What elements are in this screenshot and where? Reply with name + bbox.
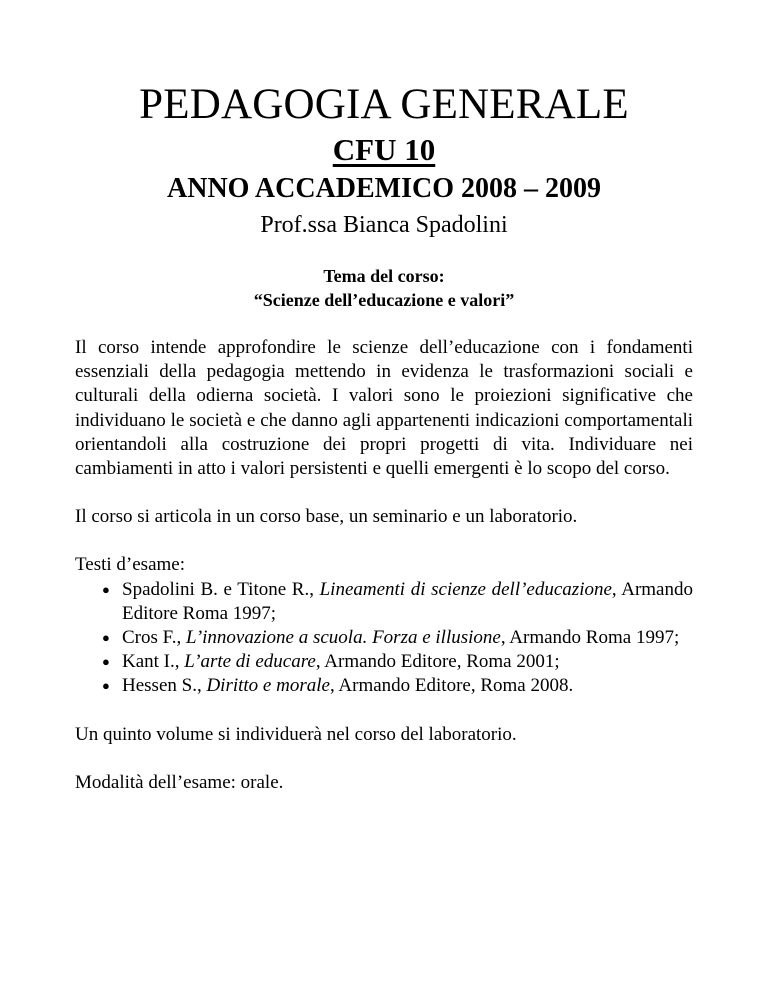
book-publisher: , Armando Roma 1997;: [500, 627, 680, 649]
professor-name: Prof.ssa Bianca Spadolini: [260, 212, 508, 238]
book-publisher: , Armando Editore, Roma 2001;: [315, 651, 560, 673]
book-author: Spadolini B. e Titone R.,: [122, 578, 320, 600]
book-title: Diritto e morale: [206, 675, 330, 697]
academic-year: ANNO ACCADEMICO 2008 – 2009: [167, 173, 601, 204]
bullet-icon: ●: [102, 678, 110, 694]
book-author: Cros F.,: [122, 627, 186, 649]
course-theme: [75, 264, 693, 312]
book-title: L’innovazione a scuola. Forza e illusione: [185, 627, 501, 649]
theme-label: Tema del corso:: [323, 266, 445, 286]
list-item: [75, 650, 693, 674]
list-item: [75, 674, 693, 698]
course-title: PEDAGOGIA GENERALE: [139, 81, 629, 128]
exam-mode: Modalità dell’esame: orale.: [75, 771, 284, 793]
exam-texts-heading: Testi d’esame:: [75, 554, 185, 576]
book-title: Lineamenti di scienze dell’educazione: [319, 578, 612, 600]
book-publisher: , Armando Editore Roma 1997;: [122, 578, 693, 624]
structure-paragraph: Il corso si articola in un corso base, un seminario e un laboratorio.: [75, 506, 578, 528]
intro-paragraph: Il corso intende approfondire le scienze dell’educazione con i fondamenti essenziali della pedagogia mettendo in evidenza le trasformazioni sociali e culturali della odierna società. I valori sono le proiezioni significative che individuano le società e che danno agli appartenenti indicazioni comportamentali orientandoli alla costruzione dei propri progetti di vita. Individuare nei cambiamenti in atto i valori persistenti e quelli emergenti è lo scopo del corso.: [75, 337, 693, 480]
fifth-volume-note: Un quinto volume si individuerà nel corso del laboratorio.: [75, 723, 517, 745]
book-author: Hessen S.,: [122, 675, 207, 697]
list-item: [75, 626, 693, 650]
theme-title: “Scienze dell’educazione e valori”: [253, 290, 515, 310]
bullet-icon: ●: [102, 630, 110, 646]
exam-texts-list: [75, 578, 693, 699]
book-title: L’arte di educare: [184, 651, 316, 673]
book-publisher: , Armando Editore, Roma 2008.: [329, 675, 574, 697]
book-author: Kant I.,: [122, 651, 185, 673]
cfu-label: CFU 10: [332, 132, 436, 167]
list-item: [75, 578, 693, 626]
bullet-icon: ●: [102, 654, 110, 670]
bullet-icon: ●: [102, 581, 110, 597]
